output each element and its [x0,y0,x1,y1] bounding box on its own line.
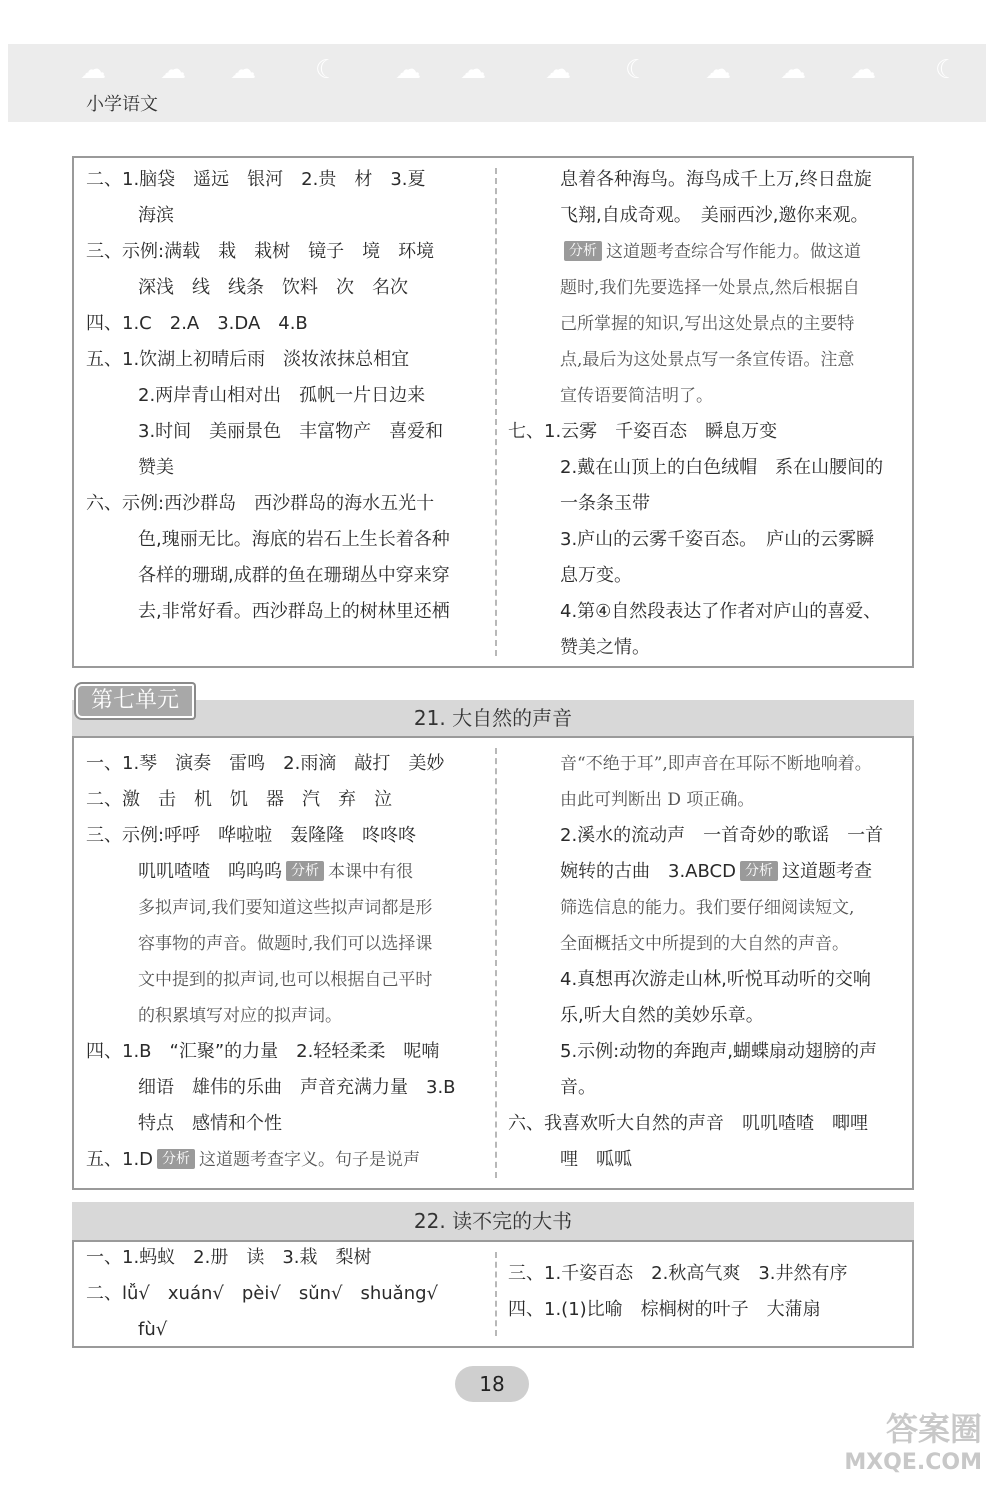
page-number: 18 [455,1366,529,1402]
subject-label: 小学语文 [86,94,158,115]
answer-line: 飞翔,自成奇观。 美丽西沙,邀你来观。 [560,205,869,226]
answer-line: 一条条玉带 [560,493,650,514]
analysis-line: 多拟声词,我们要知道这些拟声词都是形 [138,898,433,918]
watermark [844,1409,982,1477]
answer-line: 三、1.千姿百态 2.秋高气爽 3.井然有序 [508,1263,848,1284]
analysis-line: 文中提到的拟声词,也可以根据自己平时 [138,970,433,990]
answer-line: 3.庐山的云雾千姿百态。 庐山的云雾瞬 [560,529,875,550]
answer-box-lesson-21 [72,736,914,1190]
answer-line: 息万变。 [560,565,632,586]
column-divider [495,168,497,656]
analysis-line: 的积累填写对应的拟声词。 [138,1006,342,1026]
answer-line: 5.示例:动物的奔跑声,蝴蝶扇动翅膀的声 [560,1041,877,1062]
analysis-line: 点,最后为这处景点写一条宣传语。注意 [560,350,855,370]
answer-line: 七、1.云雾 千姿百态 瞬息万变 [508,421,778,442]
moon-icon: ☾ [625,55,649,85]
analysis-line: 筛选信息的能力。我们要仔细阅读短文, [560,898,855,918]
left-column [86,1240,486,1348]
cloud-icon: ☁ [160,55,186,85]
column-divider [495,1252,497,1336]
answer-line: 三、示例:满载 栽 栽树 镜子 境 环境 [86,241,435,262]
answer-line: 二、激 击 机 饥 器 汽 弃 泣 [86,789,392,810]
answer-line: 六、示例:西沙群岛 西沙群岛的海水五光十 [86,493,435,514]
answer-line: 四、1.C 2.A 3.DA 4.B [86,313,308,334]
answer-line: 去,非常好看。西沙群岛上的树林里还栖 [138,601,450,622]
snow-cloud-icon: ☁ [705,55,731,85]
analysis-tag: 分析 [564,241,602,261]
analysis-line: 宣传语要简洁明了。 [560,386,713,406]
snow-cloud-icon: ☁ [545,55,571,85]
watermark-url: MXQE.COM [844,1450,982,1475]
lesson-22-title-bar [72,1202,914,1240]
answer-line: 色,瑰丽无比。海底的岩石上生长着各种 [138,529,450,550]
answer-line: 四、1.B “汇聚”的力量 2.轻轻柔柔 呢喃 [86,1041,440,1062]
answer-line: 哩 呱呱 [560,1149,632,1170]
lesson-22-title: 22. 读不完的大书 [413,1209,573,1233]
cloud-icon: ☁ [80,55,106,85]
answer-line: 三、示例:呼呼 哗啦啦 轰隆隆 咚咚咚 [86,825,417,846]
analysis-line: 全面概括文中所提到的大自然的声音。 [560,934,849,954]
answer-line: 4.真想再次游走山林,听悦耳动听的交响 [560,969,871,990]
answer-line: 二、1.脑袋 遥远 银河 2.贵 材 3.夏 [86,169,426,190]
right-column [508,1256,908,1328]
answer-line: 息着各种海鸟。海鸟成千上万,终日盘旋 [560,169,872,190]
answer-line: 五、1.饮湖上初晴后雨 淡妆浓抹总相宜 [86,349,410,370]
lesson-21-title-bar [72,700,914,736]
answer-line: 细语 雄伟的乐曲 声音充满力量 3.B [138,1077,456,1098]
lesson-21-title: 21. 大自然的声音 [413,706,573,730]
answer-box-lesson-22 [72,1240,914,1348]
analysis-line: 容事物的声音。做题时,我们可以选择课 [138,934,433,954]
moon-icon: ☾ [315,55,339,85]
snow-cloud-icon: ☁ [395,55,421,85]
answer-line: fù√ [138,1319,168,1340]
analysis-tag: 分析 [740,861,778,881]
left-column [86,162,486,630]
answer-line: 五、1.D 分析 这道题考查字义。句子是说声 [86,1149,421,1170]
answer-line: 赞美 [138,457,174,478]
answer-line: 四、1.(1)比喻 棕榈树的叶子 大蒲扇 [508,1299,821,1320]
answer-line: 赞美之情。 [560,637,650,658]
cloud-icon: ☁ [780,55,806,85]
snow-cloud-icon: ☁ [230,55,256,85]
answer-line: 2.两岸青山相对出 孤帆一片日边来 [138,385,426,406]
answer-line: 叽叽喳喳 呜呜呜 分析 本课中有很 [138,861,413,882]
answer-line: 乐,听大自然的美妙乐章。 [560,1005,764,1026]
answer-line: 一、1.琴 演奏 雷鸣 2.雨滴 敲打 美妙 [86,753,445,774]
answer-box-top [72,156,914,668]
snow-cloud-icon: ☁ [850,55,876,85]
analysis-line: 题时,我们先要选择一处景点,然后根据自 [560,278,860,298]
right-column [508,162,908,666]
analysis-line: 音“不绝于耳”,即声音在耳际不断地响着。 [560,754,872,774]
answer-line: 六、我喜欢听大自然的声音 叽叽喳喳 唧哩 [508,1113,868,1134]
answer-line: 婉转的古曲 3.ABCD 分析 这道题考查 [560,861,872,882]
moon-icon: ☾ [935,55,959,85]
answer-line: 4.第④自然段表达了作者对庐山的喜爱、 [560,601,882,622]
answer-line: 2.戴在山顶上的白色绒帽 系在山腰间的 [560,457,884,478]
analysis-tag: 分析 [286,861,324,881]
unit-tag: 第七单元 [76,684,194,718]
answer-line: 海滨 [138,205,174,226]
answer-line: 二、lǚ√ xuán√ pèi√ sǔn√ shuǎng√ [86,1283,439,1304]
analysis-tag: 分析 [157,1149,195,1169]
answer-line: 各样的珊瑚,成群的鱼在珊瑚丛中穿来穿 [138,565,450,586]
cloud-icon: ☁ [460,55,486,85]
column-divider [495,748,497,1178]
answer-line: 特点 感情和个性 [138,1113,282,1134]
answer-line: 深浅 线 线条 饮料 次 名次 [138,277,408,298]
watermark-title: 答案圈 [885,1410,982,1448]
answer-line: 一、1.蚂蚁 2.册 读 3.栽 梨树 [86,1247,372,1268]
answer-line: 2.溪水的流动声 一首奇妙的歌谣 一首 [560,825,884,846]
right-column [508,746,908,1178]
analysis-line: 己所掌握的知识,写出这处景点的主要特 [560,314,855,334]
answer-line: 3.时间 美丽景色 丰富物产 喜爱和 [138,421,444,442]
analysis-line: 分析 这道题考查综合写作能力。做这道 [508,234,908,270]
answer-line: 音。 [560,1077,596,1098]
left-column [86,746,486,1178]
analysis-line: 由此可判断出 D 项正确。 [560,790,755,810]
